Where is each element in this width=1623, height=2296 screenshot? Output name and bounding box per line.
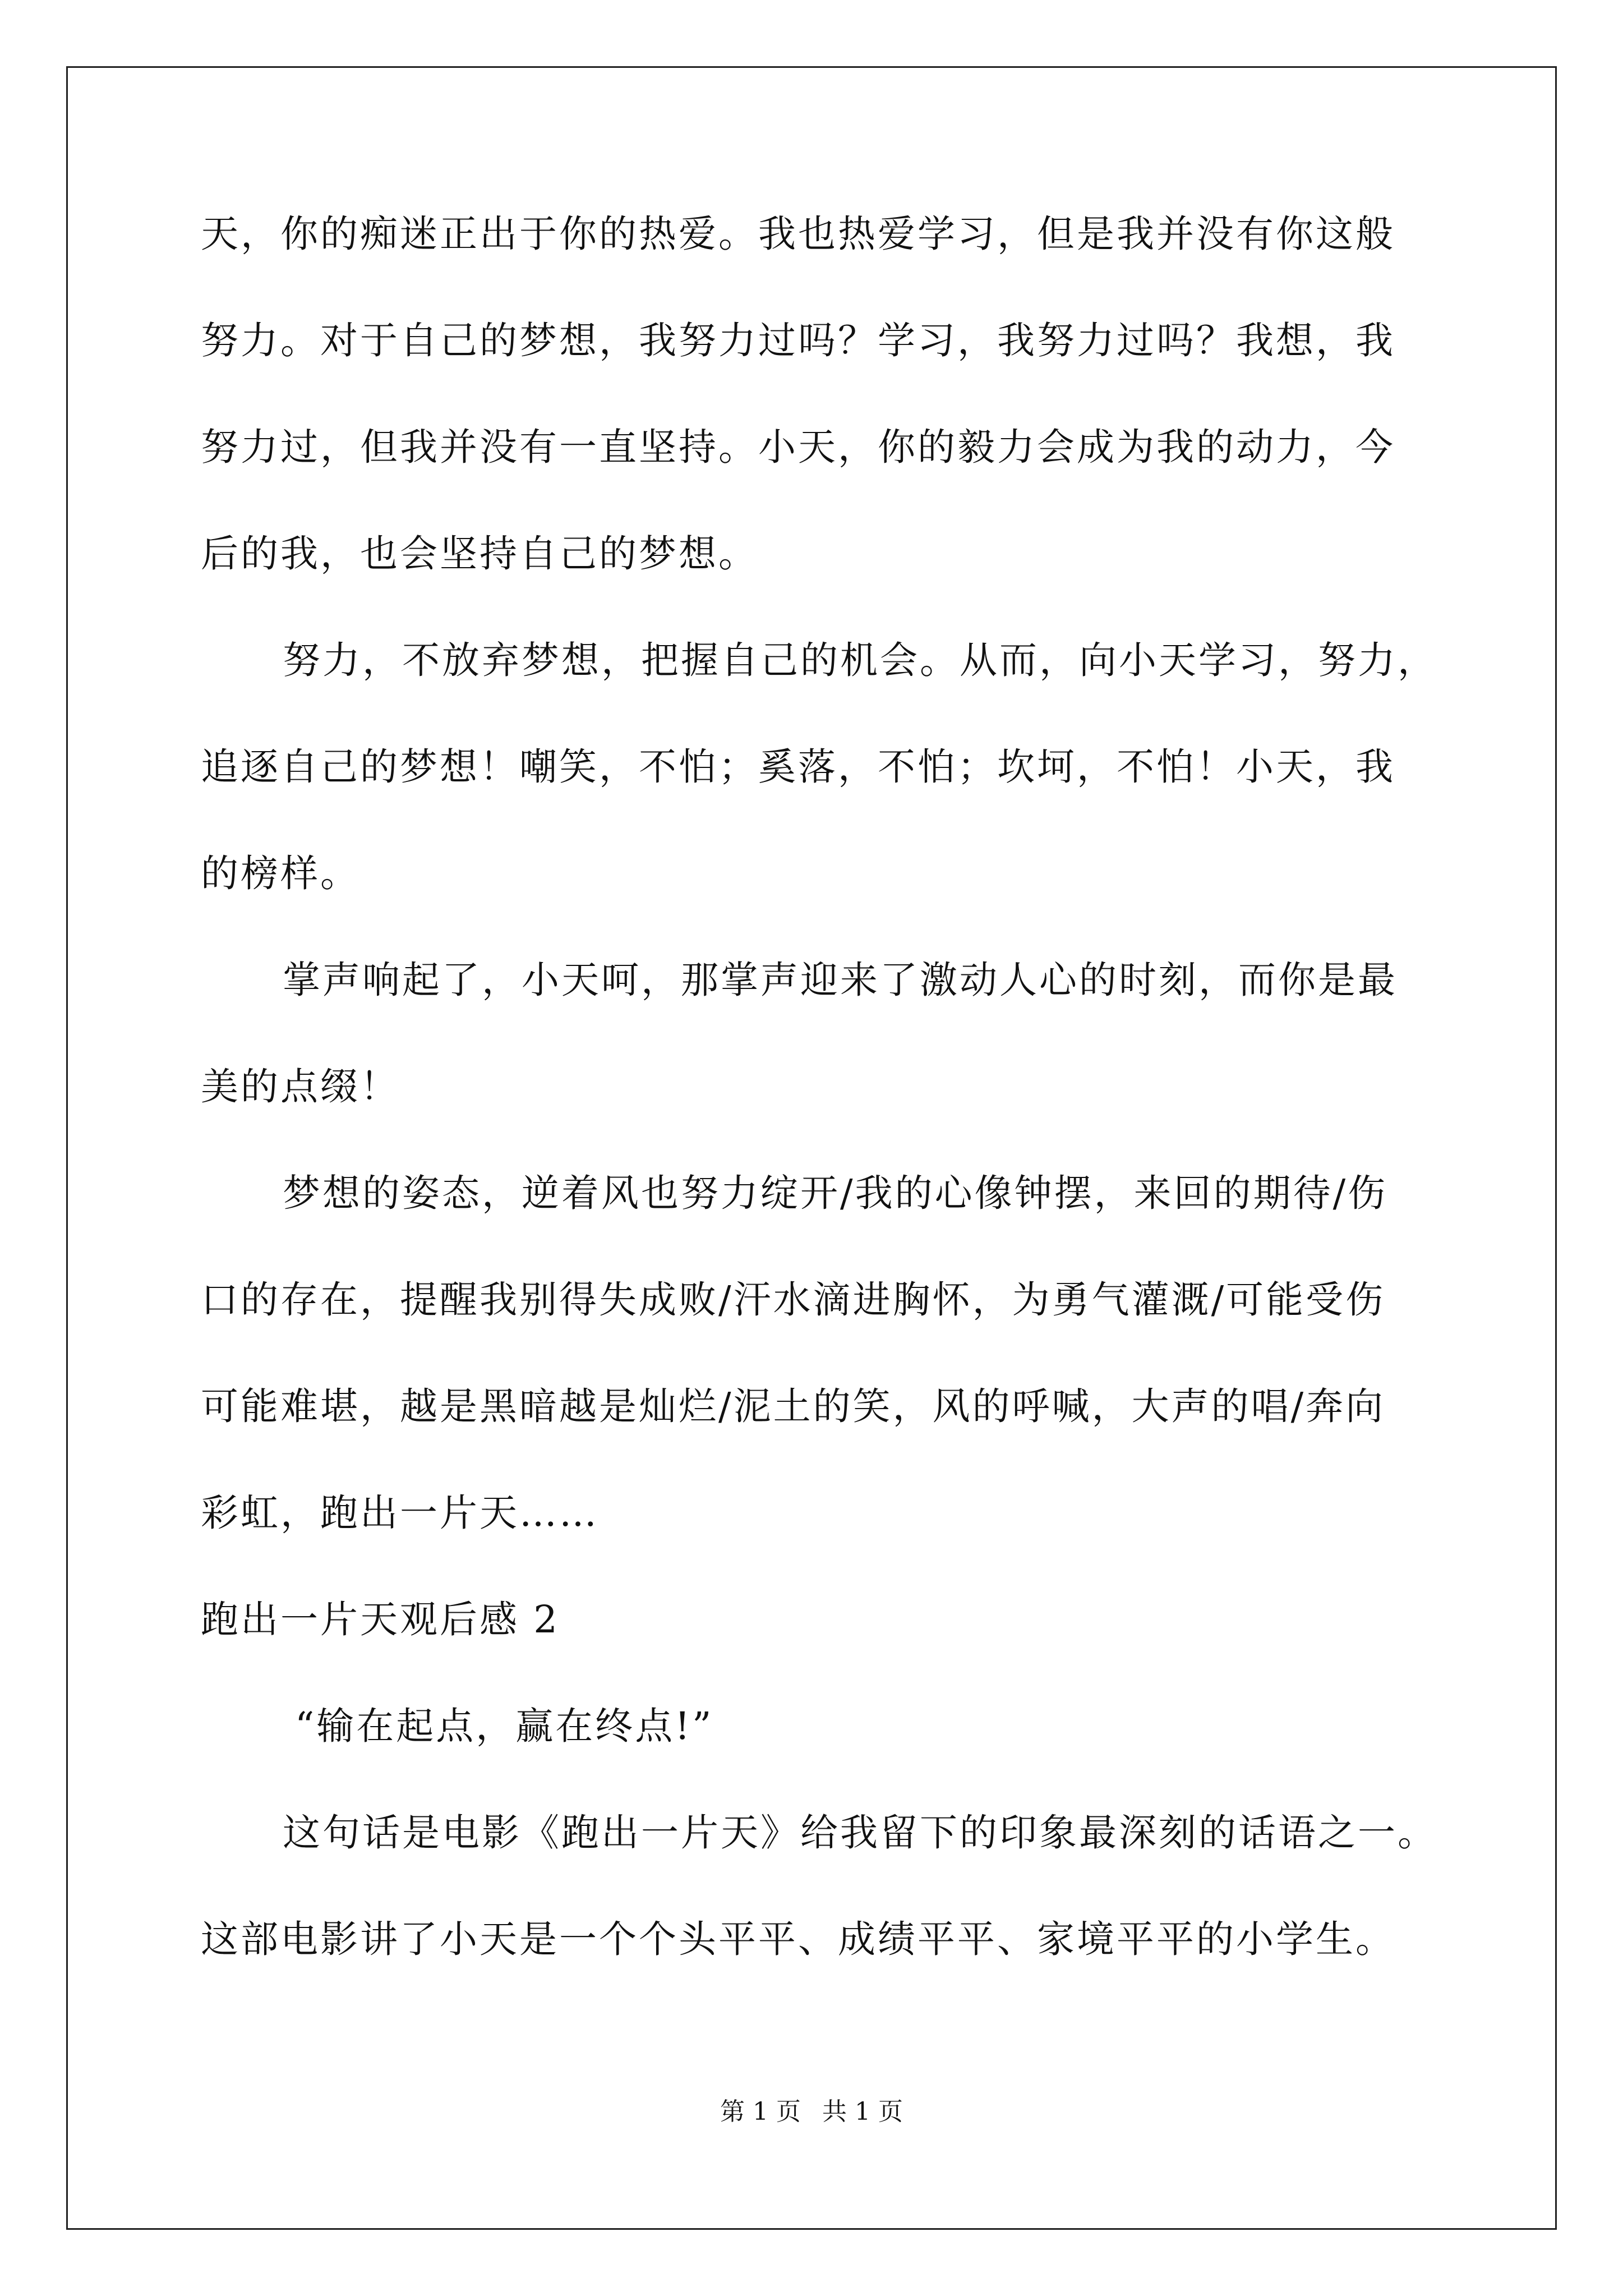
text-line: 可能难堪，越是黑暗越是灿烂/泥土的笑，风的呼喊，大声的唱/奔向	[201, 1384, 1386, 1428]
page-number: 第 1 页	[720, 2097, 801, 2126]
text-line: 美的点缀！	[201, 1065, 400, 1108]
text-line: 口的存在，提醒我别得失成败/汗水滴进胸怀，为勇气灌溉/可能受伤	[201, 1278, 1386, 1322]
text-line: 彩虹，跑出一片天……	[201, 1491, 599, 1535]
page-footer	[0, 2095, 1623, 2129]
text-line: 追逐自己的梦想！嘲笑，不怕；奚落，不怕；坎坷，不怕！小天，我	[201, 745, 1395, 789]
text-line: 梦想的姿态，逆着风也努力绽开/我的心像钟摆，来回的期待/伤	[283, 1171, 1388, 1215]
text-line: 努力。对于自己的梦想，我努力过吗？学习，我努力过吗？我想，我	[201, 319, 1395, 362]
text-line: 努力过，但我并没有一直坚持。小天，你的毅力会成为我的动力，今	[201, 425, 1395, 469]
quote-line: “输在起点，赢在终点!”	[295, 1704, 714, 1748]
text-line: 这句话是电影《跑出一片天》给我留下的印象最深刻的话语之一。	[283, 1811, 1437, 1855]
document-body	[201, 208, 1457, 1966]
text-line: 掌声响起了，小天呵，那掌声迎来了激动人心的时刻，而你是最	[283, 958, 1398, 1002]
page-total: 共 1 页	[822, 2097, 903, 2126]
text-line: 的榜样。	[201, 852, 360, 895]
text-line: 后的我，也会坚持自己的梦想。	[201, 532, 758, 576]
text-line: 这部电影讲了小天是一个个头平平、成绩平平、家境平平的小学生。	[201, 1917, 1395, 1961]
section-heading: 跑出一片天观后感 2	[201, 1598, 560, 1641]
text-line: 努力，不放弃梦想，把握自己的机会。从而，向小天学习，努力，	[283, 638, 1437, 682]
text-line: 天，你的痴迷正出于你的热爱。我也热爱学习，但是我并没有你这般	[201, 212, 1395, 256]
